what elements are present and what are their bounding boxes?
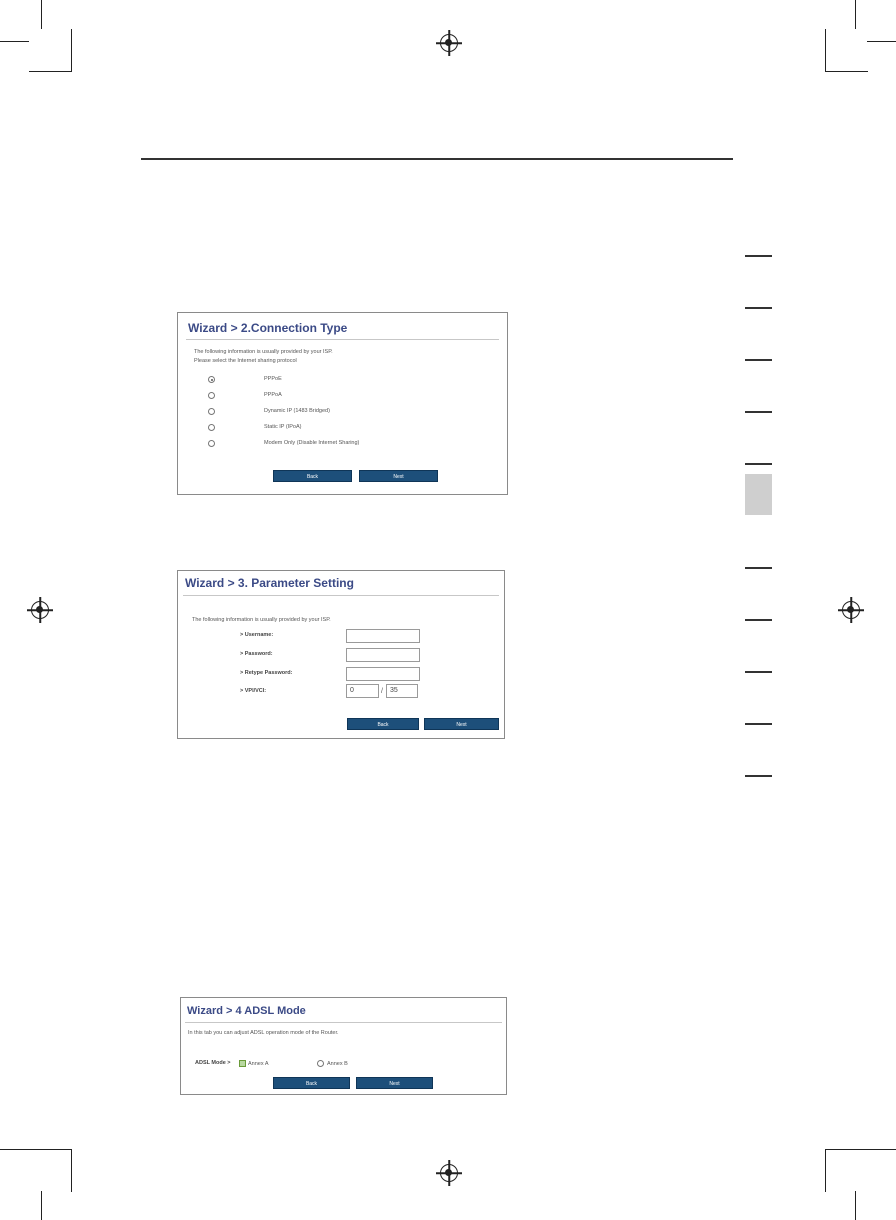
section-tab [745, 567, 772, 569]
option-label: Static IP (IPoA) [264, 424, 302, 430]
back-button[interactable]: Back [273, 1077, 350, 1089]
password-field[interactable] [346, 648, 420, 662]
intro-text: The following information is usually provided by your ISP. [192, 617, 331, 623]
panel-title: Wizard > 2.Connection Type [188, 321, 348, 335]
panel-title: Wizard > 4 ADSL Mode [187, 1005, 306, 1017]
registration-mark-icon [440, 34, 458, 52]
crop-mark [71, 1149, 72, 1192]
registration-mark-icon [440, 1164, 458, 1182]
option-label: Modem Only (Disable Internet Sharing) [264, 440, 360, 446]
option-label: PPPoE [264, 376, 282, 382]
radio-dynamic-ip[interactable] [208, 408, 215, 415]
radio-pppoe[interactable] [208, 376, 215, 383]
crop-mark [0, 1149, 29, 1150]
section-tab [745, 723, 772, 725]
radio-static-ip[interactable] [208, 424, 215, 431]
annex-b-label: Annex B [327, 1061, 348, 1067]
panel-title: Wizard > 3. Parameter Setting [185, 576, 354, 590]
divider [183, 595, 499, 596]
section-tab [745, 775, 772, 777]
divider [185, 1022, 502, 1023]
username-field[interactable] [346, 629, 420, 643]
username-label: > Username: [240, 632, 274, 638]
header-rule [141, 158, 733, 160]
back-button[interactable]: Back [273, 470, 352, 482]
section-tab [745, 359, 772, 361]
next-button[interactable]: Next [359, 470, 438, 482]
radio-pppoa[interactable] [208, 392, 215, 399]
section-tab [745, 411, 772, 413]
option-label: Dynamic IP (1483 Bridged) [264, 408, 330, 414]
crop-mark [41, 1191, 42, 1220]
connection-type-panel [177, 312, 508, 495]
divider [186, 339, 499, 340]
back-button[interactable]: Back [347, 718, 419, 730]
next-button[interactable]: Next [424, 718, 499, 730]
registration-mark-icon [842, 601, 860, 619]
crop-mark [71, 29, 72, 72]
vpi-vci-label: > VPI/VCI: [240, 688, 267, 694]
crop-mark [825, 1149, 826, 1192]
parameter-setting-panel [177, 570, 505, 739]
crop-mark [29, 71, 72, 72]
section-tab [745, 307, 772, 309]
retype-password-label: > Retype Password: [240, 670, 293, 676]
intro-text: In this tab you can adjust ADSL operation mode of the Router. [188, 1030, 339, 1036]
crop-mark [0, 41, 29, 42]
annex-a-radio[interactable] [239, 1060, 246, 1067]
crop-mark [867, 41, 896, 42]
retype-password-field[interactable] [346, 667, 420, 681]
vci-field[interactable]: 35 [386, 684, 418, 698]
password-label: > Password: [240, 651, 273, 657]
crop-mark [825, 29, 826, 72]
section-tab [745, 463, 772, 465]
crop-mark [825, 71, 868, 72]
intro-text: The following information is usually provided by your ISP. [194, 349, 333, 355]
adsl-mode-panel [180, 997, 507, 1095]
crop-mark [855, 1191, 856, 1220]
crop-mark [29, 1149, 72, 1150]
crop-mark [867, 1149, 896, 1150]
intro-text: Please select the Internet sharing protocol [194, 358, 297, 364]
next-button[interactable]: Next [356, 1077, 433, 1089]
crop-mark [41, 0, 42, 29]
registration-mark-icon [31, 601, 49, 619]
section-tab [745, 255, 772, 257]
annex-b-radio[interactable] [317, 1060, 324, 1067]
vci-separator: / [381, 688, 383, 695]
section-tab [745, 619, 772, 621]
section-tab-active [745, 474, 772, 515]
section-tab [745, 671, 772, 673]
adsl-mode-label: ADSL Mode > [195, 1060, 231, 1066]
radio-modem-only[interactable] [208, 440, 215, 447]
option-label: PPPoA [264, 392, 282, 398]
vpi-field[interactable]: 0 [346, 684, 379, 698]
annex-a-label: Annex A [248, 1061, 269, 1067]
crop-mark [855, 0, 856, 29]
crop-mark [825, 1149, 868, 1150]
